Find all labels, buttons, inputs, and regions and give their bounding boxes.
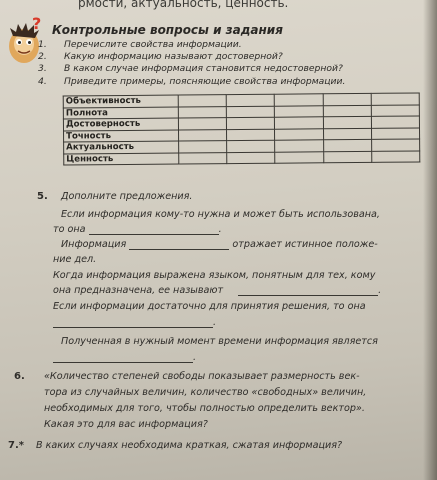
question-item — [38, 63, 418, 75]
table-cell — [323, 139, 371, 151]
q6-line: необходимых для того, чтобы полностью определить вектор». — [44, 403, 365, 414]
q5-text: она предназначена, ее называют — [53, 285, 224, 296]
section-title: Контрольные вопросы и задания — [52, 23, 283, 37]
question-item — [38, 51, 418, 63]
question-item — [38, 76, 418, 88]
table-cell — [227, 140, 275, 152]
question-6-number: 6. — [14, 371, 25, 382]
question-7-number: 7.* — [8, 440, 24, 451]
question-number: 3. — [38, 63, 47, 75]
table-cell — [371, 93, 419, 105]
table-cell-label: Ценность — [64, 153, 179, 166]
table-cell-label: Объективность — [63, 95, 178, 108]
table-cell — [179, 152, 227, 164]
fill-in-blank[interactable] — [89, 225, 219, 235]
q5-line: Когда информация выражена языком, понятным для тех, кому — [53, 270, 376, 281]
properties-table — [63, 92, 421, 165]
table-cell — [323, 116, 371, 128]
q5-text: то она — [53, 224, 86, 235]
question-number: 4. — [38, 75, 47, 87]
table-row — [64, 150, 420, 165]
question-text: Какую информацию называют достоверной? — [64, 51, 283, 63]
q5-text: . — [378, 285, 382, 296]
top-text-fragment: рмости, актуальность, ценность. — [78, 0, 289, 10]
table-cell — [178, 118, 226, 130]
q5-line — [53, 224, 222, 235]
table-cell — [275, 140, 323, 152]
page-edge-shadow — [423, 0, 437, 480]
table-cell — [371, 139, 419, 151]
table-cell — [323, 151, 371, 163]
table-cell — [275, 128, 323, 140]
table-cell — [323, 128, 371, 140]
table-cell — [227, 129, 275, 141]
question-text: В каком случае информация становится недостоверной? — [64, 63, 343, 75]
table-cell — [371, 127, 419, 139]
question-text: Приведите примеры, поясняющие свойства информации. — [64, 75, 346, 87]
svg-text:?: ? — [32, 14, 42, 33]
question-5-number: 5. — [37, 191, 48, 202]
q5-line: Если информация кому-то нужна и может быть использована, — [61, 209, 380, 220]
table-cell — [178, 95, 226, 107]
q5-line — [53, 352, 196, 363]
q5-text: . — [218, 224, 222, 235]
q5-text: отражает истинное положе- — [232, 239, 378, 250]
fill-in-blank[interactable] — [53, 353, 193, 363]
q5-text: . — [213, 317, 217, 328]
q5-text: . — [193, 352, 197, 363]
table-cell — [275, 151, 323, 163]
table-cell — [371, 116, 419, 128]
table-cell — [179, 129, 227, 141]
table-cell — [179, 141, 227, 153]
table-cell — [226, 106, 274, 118]
question-number: 2. — [38, 51, 47, 63]
table-cell — [275, 94, 323, 106]
fill-in-blank[interactable] — [129, 240, 229, 250]
table-cell — [323, 93, 371, 105]
table-cell — [371, 150, 419, 162]
q6-line: Какая это для вас информация? — [44, 419, 208, 430]
table-cell — [227, 117, 275, 129]
fill-in-blank[interactable] — [238, 286, 378, 296]
table-cell — [178, 106, 226, 118]
table-cell-label: Точность — [64, 130, 179, 143]
q5-line — [53, 317, 216, 328]
q6-line: «Количество степеней свободы показывает размерность век- — [44, 371, 360, 382]
questions-list — [38, 39, 418, 88]
q7-text: В каких случаях необходима краткая, сжатая информация? — [36, 440, 343, 451]
q5-line: ние дел. — [53, 254, 97, 265]
q5-line — [61, 239, 378, 250]
table-cell — [323, 105, 371, 117]
q5-line: Полученная в нужный момент времени информация является — [61, 336, 378, 347]
table-cell — [275, 105, 323, 117]
q5-line — [53, 285, 381, 296]
q5-text: Информация — [61, 239, 127, 250]
question-text: Перечислите свойства информации. — [64, 39, 242, 50]
q5-line: Если информации достаточно для принятия решения, то она — [53, 301, 366, 312]
table-cell-label: Актуальность — [64, 141, 179, 154]
question-number: 1. — [38, 39, 47, 50]
table-cell-label: Полнота — [63, 107, 178, 120]
table-cell — [275, 117, 323, 129]
table-cell-label: Достоверность — [63, 118, 178, 131]
fill-in-blank[interactable] — [53, 318, 213, 328]
table-cell — [227, 152, 275, 164]
question-item — [38, 39, 418, 51]
q6-line: тора из случайных величин, количество «свободных» величин, — [44, 387, 367, 398]
q5-title: Дополните предложения. — [61, 191, 193, 202]
table-cell — [226, 94, 274, 106]
table-cell — [371, 104, 419, 116]
